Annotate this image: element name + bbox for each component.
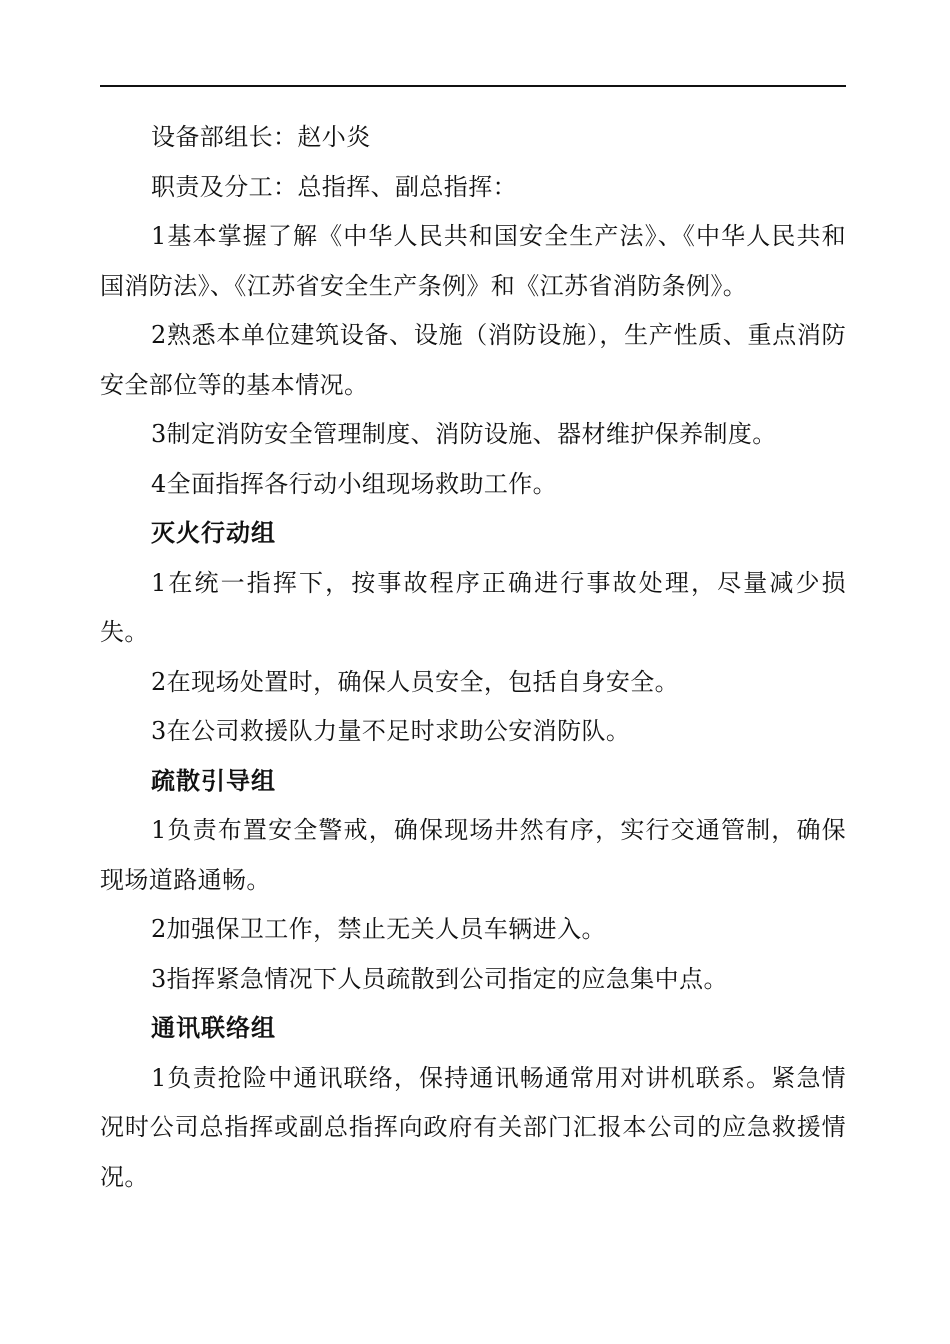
duties-intro: 职责及分工：总指挥、副总指挥： <box>151 172 517 201</box>
duty-item: 2在现场处置时，确保人员安全，包括自身安全。 <box>151 667 680 696</box>
duty-item: 3在公司救援队力量不足时求助公安消防队。 <box>151 717 631 745</box>
section-heading: 疏散引导组 <box>151 766 276 795</box>
duty-item: 2熟悉本单位建筑设备、设施（消防设施），生产性质、重点消防安全部位等的基本情况。 <box>100 321 846 399</box>
header-rule <box>100 85 846 87</box>
duty-item: 1基本掌握了解《中华人民共和国安全生产法》、《中华人民共和国消防法》、《江苏省安全生产条例》和《江苏省消防条例》。 <box>100 222 846 300</box>
leader-line: 设备部组长：赵小炎 <box>151 123 371 151</box>
duty-item: 4全面指挥各行动小组现场救助工作。 <box>151 469 558 498</box>
duty-item: 1负责布置安全警戒，确保现场井然有序，实行交通管制，确保现场道路通畅。 <box>100 816 846 894</box>
duty-item: 3指挥紧急情况下人员疏散到公司指定的应急集中点。 <box>151 964 728 993</box>
duty-item: 1负责抢险中通讯联络，保持通讯畅通常用对讲机联系。紧急情况时公司总指挥或副总指挥向政府有关部门汇报本公司的应急救援情况。 <box>100 1063 846 1191</box>
document-body <box>100 113 846 1202</box>
section-heading: 通讯联络组 <box>151 1014 276 1042</box>
section-heading: 灭火行动组 <box>151 519 276 547</box>
duty-item: 1在统一指挥下，按事故程序正确进行事故处理，尽量减少损失。 <box>100 568 846 646</box>
duty-item: 3制定消防安全管理制度、消防设施、器材维护保养制度。 <box>151 420 777 448</box>
duty-item: 2加强保卫工作，禁止无关人员车辆进入。 <box>151 915 606 943</box>
